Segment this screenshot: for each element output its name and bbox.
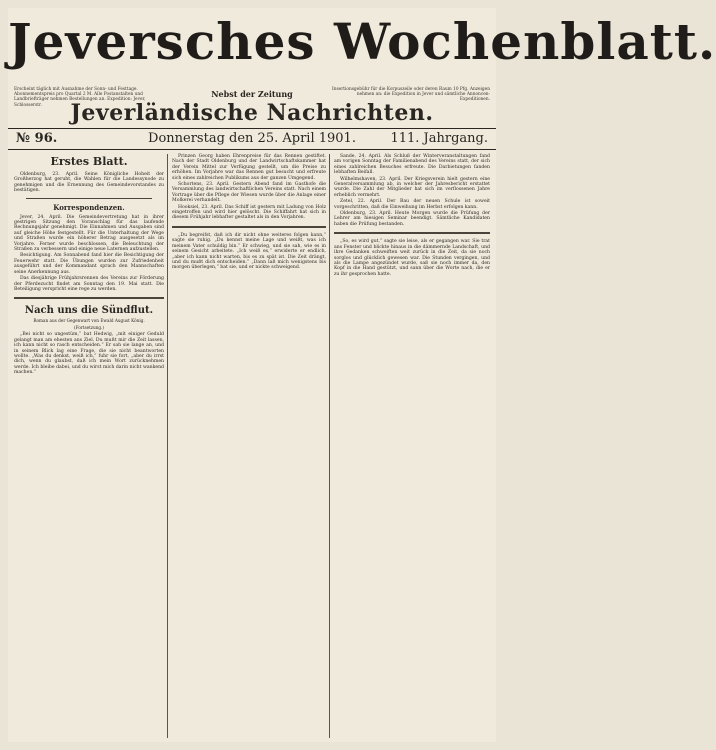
story-continuation: (Fortsetzung.) <box>73 325 105 331</box>
news-paragraph: Besichtigung. Am Sonnabend fand hier die Besichtigung der Feuerwehr statt. Die Übungen wurden zur Zufriedenheit ausgeführt und der Kommandant sprach den Mannschaften seine Anerkennung aus. <box>14 253 164 275</box>
column-2 <box>172 154 326 742</box>
column-divider <box>167 154 168 738</box>
issue-number: № 96. <box>16 131 58 146</box>
divider <box>172 226 326 228</box>
story-paragraph: „Du begreifst, daß ich dir nicht ohne weiteres folgen kann,“ sagte sie ruhig. „Du kennst meine Lage und weißt, was ich meinem Vater schuldig bin.“ Er schwieg, und sie sah, wie es in seinem Gesicht arbeitete. „Ich weiß es,“ erwiderte er endlich, „aber ich kann nicht warten, bis es zu spät ist. Die Zeit drängt, und du mußt dich entscheiden.“ „Dann laß mich wenigstens bis morgen überlegen,“ bat sie, und er nickte schweigend. <box>172 232 326 271</box>
story-title: Nach uns die Sündflut. <box>24 305 154 317</box>
story-paragraph: „So, es wird gut,“ sagte sie leise, als er gegangen war. Sie trat ans Fenster und blickte hinaus in die dämmernde Landschaft, und ihre Gedanken schweiften weit zurück in die Zeit, da sie noch sorglos und glücklich gewesen war. Die Stunden vergingen, und als die Lampe angezündet wurde, saß sie noch immer da, den Kopf in die Hand gestützt, und sann über die Worte nach, die er zu ihr gesprochen hatte. <box>334 239 490 277</box>
news-paragraph: Wilhelmshaven, 23. April. Der Kriegsverein hielt gestern eine Generalversammlung ab, in welcher der Jahresbericht erstattet wurde. Die Zahl der Mitglieder hat sich im verflossenen Jahre erheblich vermehrt. <box>334 176 490 198</box>
story-paragraph: „Bei nicht so ungestüm,“ bat Hedwig, „mit einiger Geduld gelangt man am ehesten ans Ziel. Du mußt mir die Zeit lassen, ich kann nicht so rasch entscheiden.“ Er sah sie lange an, und in seinem Blick lag eine Frage, die sie nicht beantworten wollte. „Was du denkst, weiß ich,“ fuhr sie fort, „aber du irrst dich, wenn du glaubst, daß ich mein Wort zurücknehmen werde. Ich bleibe dabei, und du wirst mich darin nicht wankend machen.“ <box>14 332 164 376</box>
column-divider <box>329 154 330 738</box>
subscription-notice: Erscheint täglich mit Ausnahme der Sonn- und Festtage. Abonnementspreis pro Quartal 2 M. Alle Postanstalten und Landbriefträger nehmen Bestellungen an. Expedition: Jever, Schlosserstr. <box>14 87 146 108</box>
news-paragraph: Prinzen Georg haben Ehrenpreise für das Rennen gestiftet. Nach der Stadt Oldenburg und der Landwirtschaftskammer hat der Verein Mittel zur Verfügung gestellt, um die Preise zu erhöhen. Im Vorjahre war das Rennen gut besucht und erfreute sich eines zahlreichen Publikums aus der ganzen Umgegend. <box>172 154 326 181</box>
column-3 <box>334 154 490 742</box>
dateline <box>8 128 496 150</box>
news-paragraph: Das diesjährige Frühjahrsrennen des Vereins zur Förderung der Pferdezucht findet am Sonntag den 19. Mai statt. Die Beteiligung verspricht eine rege zu werden. <box>14 276 164 292</box>
divider <box>14 297 164 299</box>
newspaper-title: Jeversches Wochenblatt. <box>8 12 716 71</box>
news-paragraph: Jever, 24. April. Die Gemeindevertretung hat in ihrer gestrigen Sitzung den Voranschlag für das laufende Rechnungsjahr genehmigt. Die Einnahmen und Ausgaben sind auf gleiche Höhe festgestellt. Für die Unterhaltung der Wege und Straßen wurde ein höherer Betrag ausgesetzt als im Vorjahre. Ferner wurde beschlossen, die Beleuchtung der Straßen zu verbessern und einige neue Laternen aufzustellen. <box>14 214 164 253</box>
news-paragraph: Hooksiel, 23. April. Das Schiff ist gestern mit Ladung von Holz eingetroffen und wird hier gelöscht. Die Schiffahrt hat sich in diesem Frühjahr lebhafter gestaltet als in den Vorjahren. <box>172 204 326 221</box>
divider <box>26 198 152 199</box>
issue-date: Donnerstag den 25. April 1901. <box>148 131 356 146</box>
news-paragraph: Schortens, 23. April. Gestern Abend fand im Gasthofe die Versammlung des landwirtschaftlichen Vereins statt. Nach einem Vortrage über die Pflege der Wiesen wurde über die Anlage einer Molkerei verhandelt. <box>172 182 326 204</box>
supplement-title: Jeverländische Nachrichten. <box>70 100 434 126</box>
divider <box>334 232 490 234</box>
news-paragraph: Oldenburg, 23. April. Heute Morgen wurde die Prüfung der Lehrer am hiesigen Seminar beendigt. Sämtliche Kandidaten haben die Prüfung bestanden. <box>334 211 490 227</box>
advertising-notice: Insertionsgebühr für die Korpuszeile oder deren Raum 10 Pfg. Anzeigen nehmen an: die Expedition in Jever und sämtliche Annoncen-Expeditionen. <box>332 87 490 103</box>
story-byline: Roman aus der Gegenwart von Ewald August König. <box>33 318 145 324</box>
news-paragraph: Zetel, 22. April. Der Bau der neuen Schule ist soweit vorgeschritten, daß die Einweihung im Herbst erfolgen kann. <box>334 199 490 210</box>
news-paragraph: Sande, 24. April. Als Schluß der Winterveranstaltungen fand am vorigen Sonntag der Familienabend des Vereins statt, der sich eines zahlreichen Besuches erfreute. Die Darbietungen fanden lebhaften Beifall. <box>334 154 490 176</box>
newspaper-page <box>8 8 716 742</box>
column-1 <box>14 154 164 742</box>
section-heading: Erstes Blatt. <box>50 155 128 168</box>
section-heading: Korrespondenzen. <box>53 202 125 212</box>
news-paragraph: Oldenburg, 23. April. Seine Königliche Hoheit der Großherzog hat geruht, die Wahlen für die Landessynode zu genehmigen und die Ernennung des Gemeindevorstandes zu bestätigen. <box>14 172 164 194</box>
nebst-der-zeitung: Nebst der Zeitung <box>211 89 293 99</box>
volume-number: 111. Jahrgang. <box>390 131 488 146</box>
masthead <box>8 8 716 126</box>
